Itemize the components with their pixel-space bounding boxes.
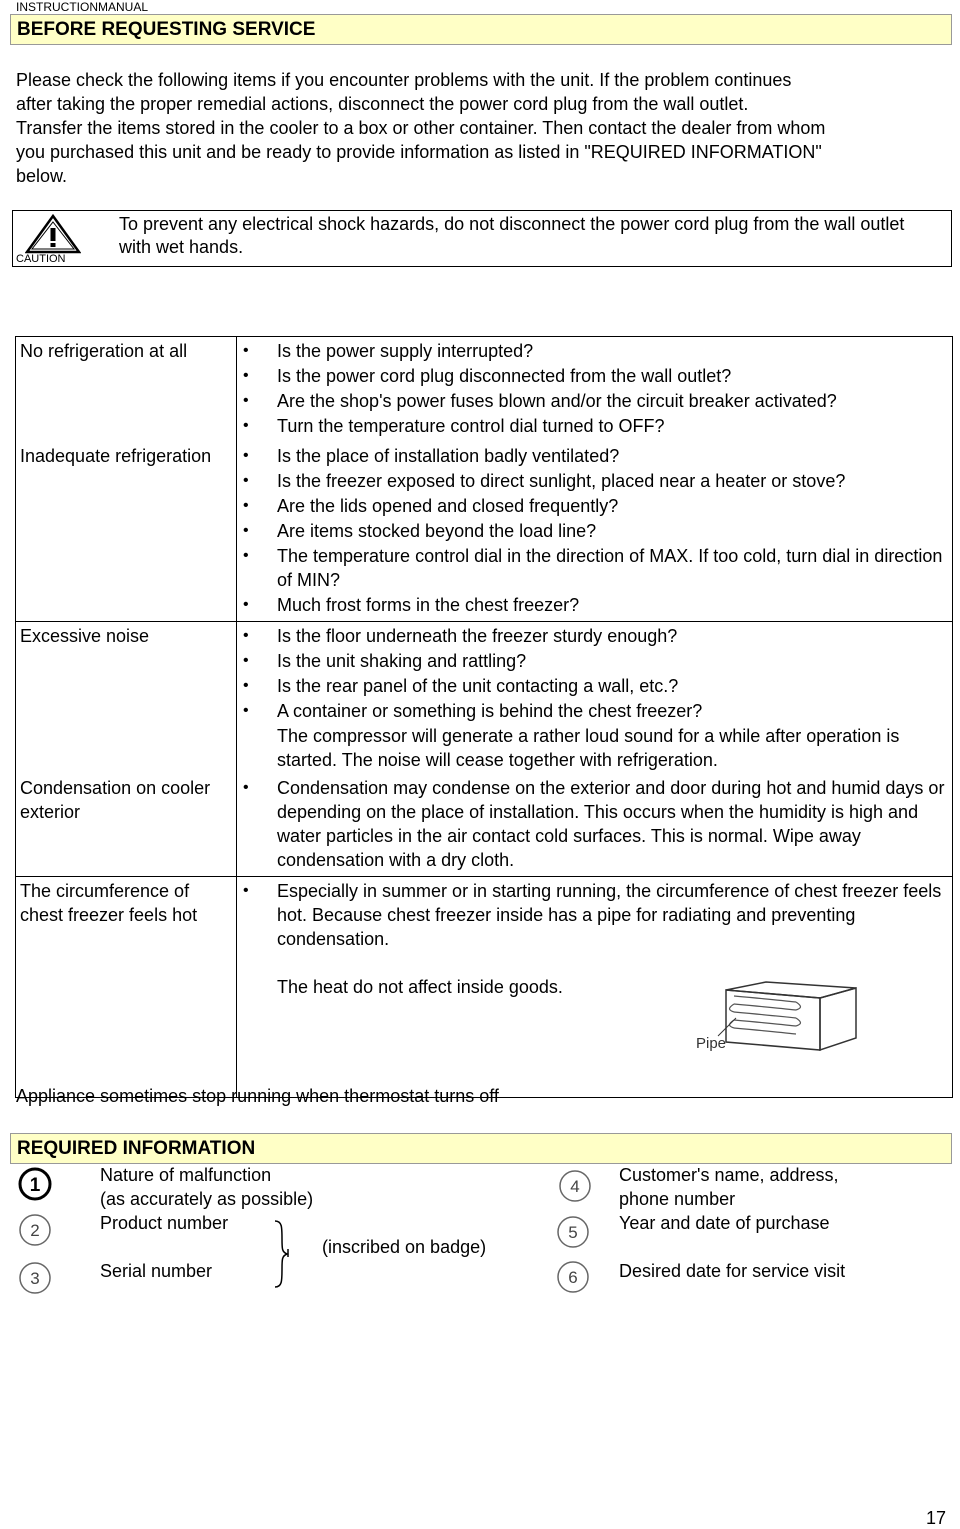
- caution-text: To prevent any electrical shock hazards, do not disconnect the power cord plug from the wall outlet with wet hands.: [119, 214, 905, 257]
- svg-text:3: 3: [30, 1269, 40, 1288]
- intro-line: Please check the following items if you encounter problems with the unit. If the problem continues: [16, 70, 792, 90]
- symptom-cell: Inadequate refrigeration: [16, 442, 237, 622]
- required-item-text: (as accurately as possible): [100, 1189, 314, 1209]
- noise-note: The compressor will generate a rather loud sound for a while after operation is started. The noise will cease together with refrigeration.: [277, 726, 900, 770]
- required-item-text: Customer's name, address,: [619, 1165, 839, 1185]
- required-item-4: [619, 1163, 839, 1211]
- symptom-cell: The circumference of chest freezer feels hot: [16, 877, 237, 1098]
- check-item: • Is the unit shaking and rattling?: [237, 649, 952, 673]
- pipe-label: Pipe: [696, 1035, 727, 1052]
- number-5-icon: [556, 1215, 590, 1249]
- table-row: [16, 442, 953, 622]
- warning-triangle-icon: [25, 214, 81, 254]
- check-item: • Are items stocked beyond the load line?: [237, 519, 952, 543]
- checks-cell: [237, 774, 953, 877]
- table-row: [16, 337, 953, 443]
- number-4-icon: [558, 1169, 592, 1203]
- svg-text:5: 5: [568, 1223, 578, 1242]
- checks-cell: [237, 622, 953, 775]
- intro-line: Transfer the items stored in the cooler to a box or other container. Then contact the dealer from whom: [16, 118, 826, 138]
- intro-line: you purchased this unit and be ready to provide information as listed in "REQUIRED INFORMATION": [16, 142, 822, 162]
- checks-cell: [237, 337, 953, 443]
- check-item: • Turn the temperature control dial turned to OFF?: [237, 414, 952, 438]
- intro-line: below.: [16, 166, 68, 186]
- caution-box: [12, 210, 952, 267]
- svg-text:4: 4: [570, 1177, 580, 1196]
- check-item: • Is the rear panel of the unit contacting a wall, etc.?: [237, 674, 952, 698]
- symptom-cell: Excessive noise: [16, 622, 237, 775]
- symptom-cell: Condensation on cooler exterior: [16, 774, 237, 877]
- intro-paragraph: [16, 68, 946, 188]
- required-item-5: Year and date of purchase: [619, 1213, 830, 1233]
- intro-line: after taking the proper remedial actions, disconnect the power cord plug from the wall outlet.: [16, 94, 749, 114]
- check-item: • Are the lids opened and closed frequently?: [237, 494, 952, 518]
- section-title: BEFORE REQUESTING SERVICE: [10, 14, 952, 45]
- symptom-cell: No refrigeration at all: [16, 337, 237, 443]
- table-row: [16, 622, 953, 775]
- checks-cell: [237, 442, 953, 622]
- check-item: • Condensation may condense on the exterior and door during hot and humid days or depending on the place of installation. This occurs when the humidity is high and water particles in the air contact cold surfaces. This is normal. Wipe away condensation with a dry cloth.: [237, 776, 952, 872]
- check-item: • Is the floor underneath the freezer sturdy enough?: [237, 624, 952, 648]
- number-6-icon: [556, 1260, 590, 1294]
- badge-note: (inscribed on badge): [322, 1237, 487, 1257]
- check-item: • Are the shop's power fuses blown and/or the circuit breaker activated?: [237, 389, 952, 413]
- table-row: [16, 774, 953, 877]
- check-item: • The temperature control dial in the direction of MAX. If too cold, turn dial in direction of MIN?: [237, 544, 952, 592]
- curly-brace-icon: [272, 1219, 292, 1289]
- page-number: 17: [925, 1508, 946, 1528]
- number-2-icon: [18, 1213, 52, 1247]
- manual-header-label: INSTRUCTIONMANUAL: [16, 0, 149, 14]
- check-item: • Is the freezer exposed to direct sunlight, placed near a heater or stove?: [237, 469, 952, 493]
- required-info-title: REQUIRED INFORMATION: [10, 1133, 952, 1164]
- check-item: • Is the place of installation badly ventilated?: [237, 444, 952, 468]
- required-item-1: [100, 1163, 313, 1211]
- check-item: • Is the power cord plug disconnected from the wall outlet?: [237, 364, 952, 388]
- required-item-6: Desired date for service visit: [619, 1261, 846, 1281]
- required-item-3: Serial number: [100, 1261, 213, 1281]
- required-info-list: [16, 1163, 946, 1303]
- check-item: • A container or something is behind the chest freezer?: [237, 699, 952, 723]
- thermostat-note: Appliance sometimes stop running when thermostat turns off: [16, 1086, 499, 1106]
- svg-text:2: 2: [30, 1221, 40, 1240]
- svg-text:1: 1: [29, 1175, 41, 1196]
- required-item-text: Nature of malfunction: [100, 1165, 272, 1185]
- check-item: • Is the power supply interrupted?: [237, 339, 952, 363]
- number-1-icon: [18, 1167, 52, 1201]
- check-item: • Especially in summer or in starting running, the circumference of chest freezer feels hot. Because chest freezer inside has a pipe for radiating and preventing condensation.: [237, 879, 952, 951]
- svg-text:6: 6: [568, 1268, 578, 1287]
- required-item-text: phone number: [619, 1189, 736, 1209]
- caution-label: CAUTION: [16, 253, 66, 265]
- required-item-2: Product number: [100, 1213, 229, 1233]
- check-item: • Much frost forms in the chest freezer?: [237, 593, 952, 617]
- pipe-diagram: [686, 978, 866, 1054]
- number-3-icon: [18, 1261, 52, 1295]
- heat-note: The heat do not affect inside goods.: [277, 977, 563, 997]
